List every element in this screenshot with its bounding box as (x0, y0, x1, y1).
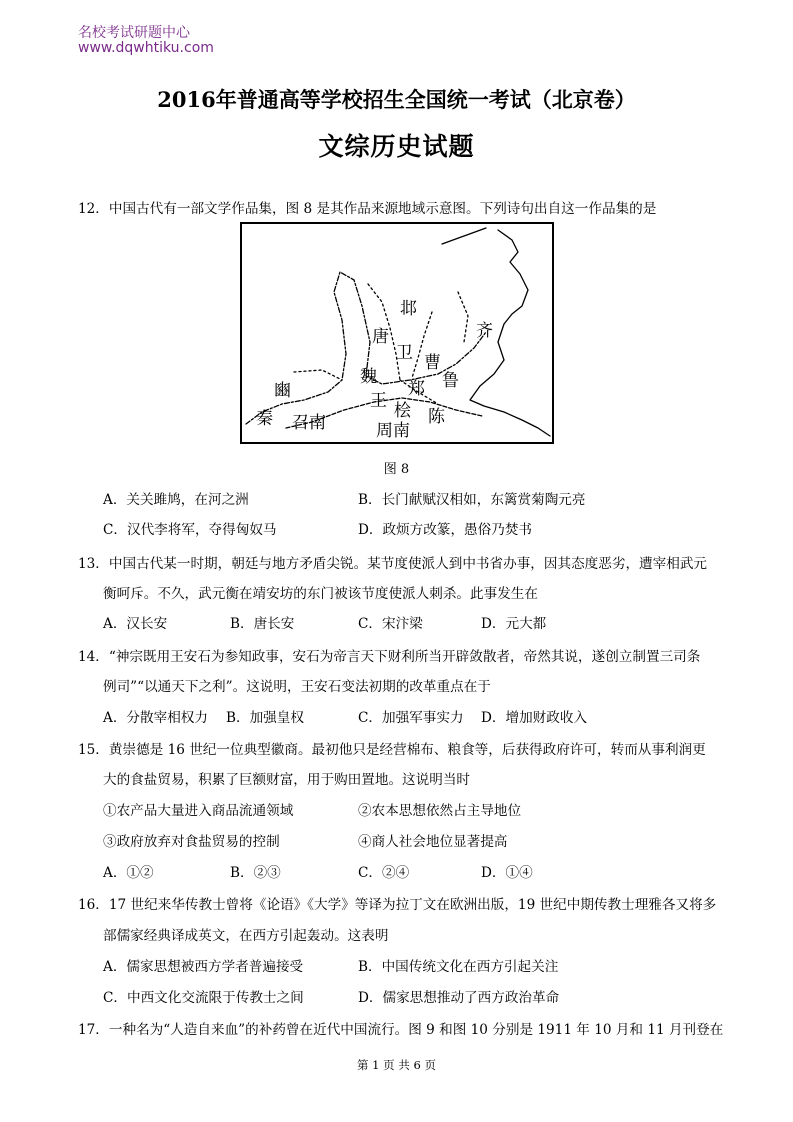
q14-option-d[interactable]: D．增加财政收入 (481, 710, 588, 726)
map-label-zheng: 郑 (408, 379, 425, 399)
q15-statement-3: ③政府放弃对食盐贸易的控制 (103, 834, 280, 850)
q14-stem-line2: 例司”“以通天下之利”。这说明，王安石变法初期的改革重点在于 (103, 679, 491, 695)
q15-statement-4: ④商人社会地位显著提高 (358, 834, 508, 850)
page-footer: 第 1 页 共 6 页 (357, 1058, 436, 1072)
q13-stem-line2: 衡呵斥。不久，武元衡在靖安坊的东门被该节度使派人刺杀。此事发生在 (103, 586, 538, 602)
q13-stem-line1: 13．中国古代某一时期，朝廷与地方矛盾尖锐。某节度使派人到中书省办事，因其态度恶劣，遭宰相武元 (78, 556, 708, 572)
map-figure-8 (240, 222, 554, 444)
q15-option-b[interactable]: B．②③ (230, 865, 281, 881)
q15-stem-line2: 大的食盐贸易，积累了巨额财富，用于购田置地。这说明当时 (103, 772, 471, 788)
exam-subtitle: 文综历史试题 (318, 132, 475, 161)
q12-option-c[interactable]: C．汉代李将军，夺得匈奴马 (103, 522, 277, 538)
q16-option-a[interactable]: A．儒家思想被西方学者普遍接受 (103, 959, 304, 975)
map-label-kuai: 桧 (394, 401, 411, 421)
map-label-bei: 邶 (400, 299, 417, 319)
q15-option-d[interactable]: D．①④ (481, 865, 533, 881)
map-label-wang: 王 (370, 391, 387, 411)
q14-option-a[interactable]: A．分散宰相权力 (103, 710, 208, 726)
q13-option-a[interactable]: A．汉长安 (103, 616, 168, 632)
exam-title: 2016年普通高等学校招生全国统一考试（北京卷） (157, 87, 636, 112)
map-label-bin: 豳 (274, 381, 291, 401)
q15-statement-2: ②农本思想依然占主导地位 (358, 803, 522, 819)
q15-option-c[interactable]: C．②④ (358, 865, 410, 881)
map-label-qi: 齐 (476, 321, 493, 341)
q17-stem-line1: 17．一种名为“人造自来血”的补药曾在近代中国流行。图 9 和图 10 分别是 1911 年 10 月和 11 月刊登在 (78, 1022, 724, 1038)
q15-option-a[interactable]: A．①② (103, 865, 154, 881)
q13-option-c[interactable]: C．宋汴梁 (358, 616, 423, 632)
figure-8-caption: 图 8 (383, 462, 410, 477)
map-label-tang: 唐 (372, 327, 389, 347)
map-label-zhounan: 周南 (376, 421, 410, 441)
q15-stem-line1: 15．黄崇德是 16 世纪一位典型徽商。最初他只是经营棉布、粮食等，后获得政府许可，转而从事利润更 (78, 742, 706, 758)
q15-statement-1: ①农产品大量进入商品流通领域 (103, 803, 294, 819)
q13-option-b[interactable]: B．唐长安 (230, 616, 295, 632)
q14-option-b[interactable]: B．加强皇权 (226, 710, 304, 726)
map-label-wei: 魏 (360, 367, 377, 387)
map-label-lu: 鲁 (442, 371, 459, 391)
watermark-org: 名校考试研题中心 (78, 25, 190, 41)
q12-option-a[interactable]: A．关关雎鸠，在河之洲 (103, 492, 249, 508)
map-label-chen: 陈 (428, 407, 445, 427)
q13-option-d[interactable]: D．元大都 (481, 616, 547, 632)
q16-stem-line1: 16．17 世纪来华传教士曾将《论语》《大学》等译为拉丁文在欧洲出版，19 世纪中期传教士理雅各又将多 (78, 897, 717, 913)
q14-option-c[interactable]: C．加强军事实力 (358, 710, 464, 726)
map-label-cao: 曹 (424, 353, 441, 373)
q16-stem-line2: 部儒家经典译成英文，在西方引起轰动。这表明 (103, 928, 389, 944)
q16-option-b[interactable]: B．中国传统文化在西方引起关注 (358, 959, 559, 975)
watermark-url[interactable]: www.dqwhtiku.com (78, 40, 214, 56)
q12-stem: 12．中国古代有一部文学作品集，图 8 是其作品来源地域示意图。下列诗句出自这一作品集的是 (78, 201, 657, 217)
map-label-qin: 秦 (256, 409, 273, 429)
map-label-wei-state: 卫 (396, 343, 413, 363)
q14-stem-line1: 14．“神宗既用王安石为参知政事，安石为帝言天下财利所当开辟敛散者，帝然其说，遂创立制置三司条 (78, 649, 701, 665)
q12-option-d[interactable]: D．政烦方改篆，愚俗乃焚书 (358, 522, 533, 538)
q12-option-b[interactable]: B．长门献赋汉相如，东篱赏菊陶元亮 (358, 492, 586, 508)
map-label-zhaonan: 召南 (292, 413, 326, 433)
q16-option-c[interactable]: C．中西文化交流限于传教士之间 (103, 990, 304, 1006)
q16-option-d[interactable]: D．儒家思想推动了西方政治革命 (358, 990, 560, 1006)
